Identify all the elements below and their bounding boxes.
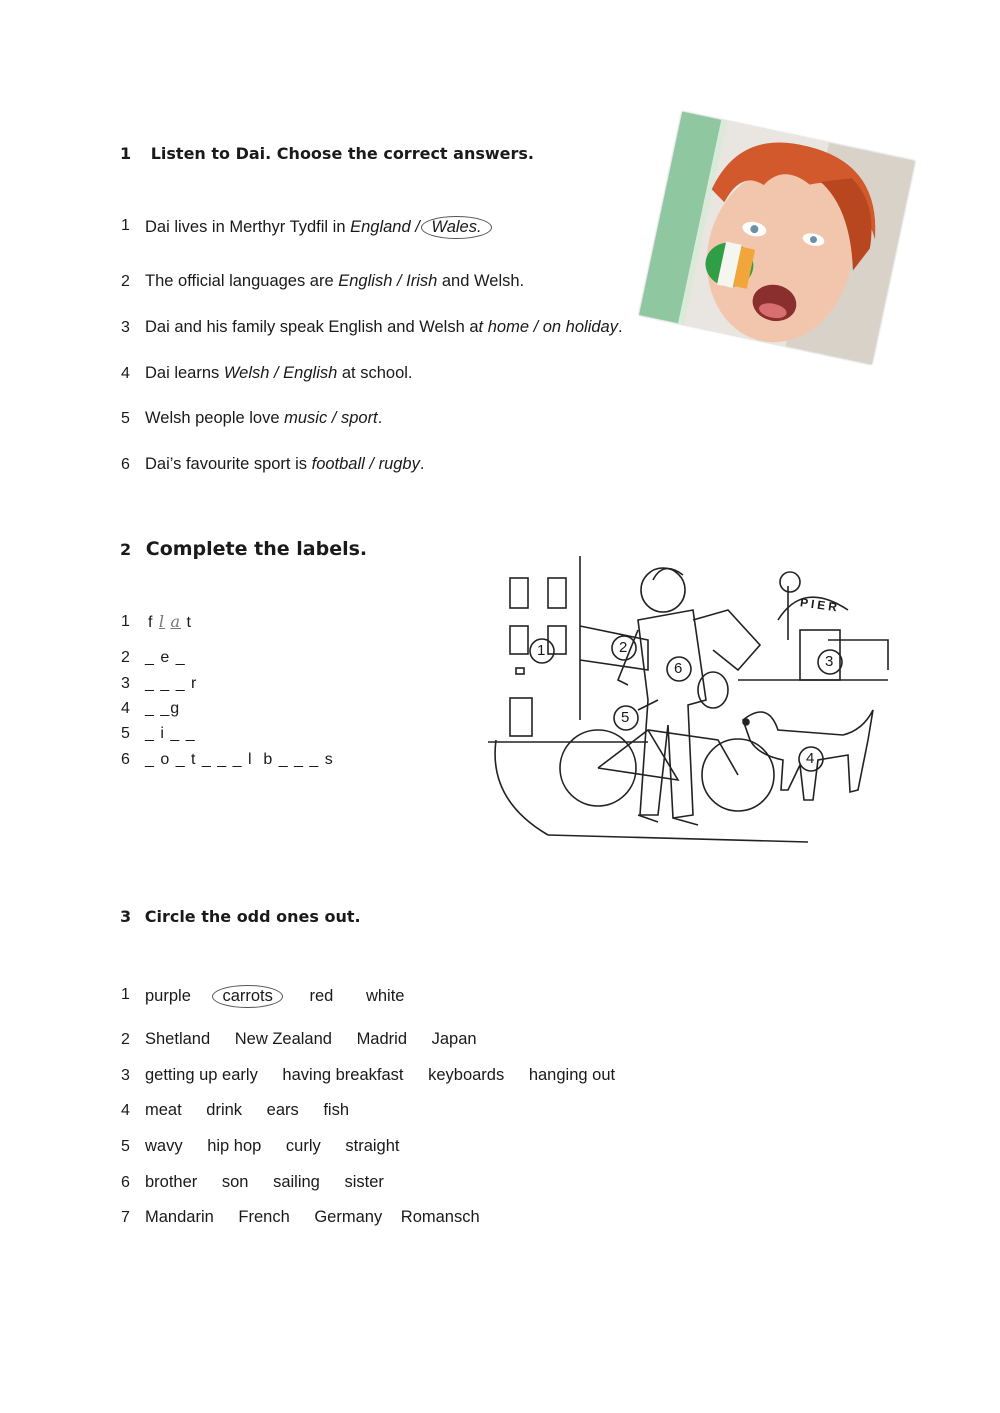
s3-row-5	[145, 1137, 419, 1156]
s1-item-text: Welsh people love	[145, 409, 285, 427]
s1-item-1	[145, 216, 492, 239]
s3-word: getting up early	[145, 1066, 258, 1084]
illus-label-4: 4	[806, 750, 815, 767]
illus-label-2: 2	[619, 639, 628, 656]
s1-item-text: and Welsh.	[437, 272, 525, 290]
s3-row-1	[145, 985, 424, 1008]
s1-item-2	[145, 272, 524, 291]
s3-row-4	[145, 1101, 369, 1120]
s3-word: ears	[266, 1101, 299, 1119]
circled-word: carrots	[212, 985, 282, 1008]
s3-row-2	[145, 1030, 497, 1049]
section3-title: Circle the odd ones out.	[144, 907, 361, 926]
section1-heading	[120, 144, 534, 163]
s1-option: football / rugby	[311, 455, 420, 473]
section1-number: 1	[120, 144, 132, 163]
s3-word: wavy	[145, 1137, 183, 1155]
section2-number: 2	[120, 540, 132, 559]
s1-item-text: Dai and his family speak English and Welsh a	[145, 318, 479, 336]
s3-word: Shetland	[145, 1030, 211, 1048]
s2-item-4: _ _g	[145, 700, 181, 717]
street-illustration	[488, 550, 890, 846]
s2-item-number: 3	[121, 675, 130, 692]
s3-row-number: 2	[121, 1031, 130, 1048]
s3-word: son	[221, 1173, 249, 1191]
s3-word: curly	[285, 1137, 321, 1155]
section1-title: Listen to Dai. Choose the correct answers.	[150, 144, 534, 163]
boy-photo	[639, 112, 915, 365]
s1-item-text: Dai lives in Merthyr Tydfil in	[145, 218, 351, 236]
s2-item-number: 5	[121, 725, 130, 742]
s3-word: having breakfast	[282, 1066, 404, 1084]
section2-heading	[120, 538, 367, 560]
s2-handwritten-letter: l	[158, 612, 166, 631]
s3-row-number: 7	[121, 1209, 130, 1226]
s3-word: Madrid	[356, 1030, 407, 1048]
s3-word: sailing	[273, 1173, 320, 1191]
s3-word: hanging out	[528, 1066, 616, 1084]
s3-word: keyboards	[428, 1066, 505, 1084]
s3-word: Romansch	[400, 1208, 480, 1226]
s3-word: meat	[145, 1101, 182, 1119]
section3-number: 3	[120, 907, 132, 926]
s3-word: purple	[145, 987, 191, 1005]
s1-item-text: at school.	[337, 364, 413, 382]
s3-row-number: 3	[121, 1067, 130, 1084]
section2-title: Complete the labels.	[145, 538, 368, 560]
s2-letter: t	[186, 614, 192, 631]
s1-item-text: .	[377, 409, 383, 427]
s3-word: fish	[323, 1101, 350, 1119]
circled-answer	[421, 216, 491, 239]
boy-bicycle-dog-drawing	[488, 550, 890, 846]
s2-item-number: 4	[121, 700, 130, 717]
s1-item-number: 2	[121, 273, 130, 290]
s2-item-2: _ e _	[145, 649, 186, 666]
s2-item-1	[148, 612, 192, 632]
s2-item-6: _ o _ t _ _ _ l b _ _ _ s	[145, 751, 334, 768]
s3-word: straight	[345, 1137, 400, 1155]
s3-word: brother	[145, 1173, 198, 1191]
s2-item-5: _ i _ _	[145, 725, 196, 742]
s3-word: sister	[344, 1173, 384, 1191]
illus-label-5: 5	[621, 709, 630, 726]
s3-row-3	[145, 1066, 635, 1085]
s1-option: Welsh / English	[223, 364, 338, 382]
s3-row-7	[145, 1208, 500, 1227]
s2-item-3: _ _ _ r	[145, 675, 198, 692]
s1-option: English / Irish	[338, 272, 438, 290]
s3-row-6	[145, 1173, 404, 1192]
s1-item-3	[145, 318, 623, 337]
s3-word: drink	[206, 1101, 243, 1119]
s1-item-6	[145, 455, 424, 474]
s1-item-4	[145, 364, 413, 383]
s2-item-number: 1	[121, 613, 130, 630]
s1-item-text: The official languages are	[145, 272, 339, 290]
s1-item-text: .	[419, 455, 425, 473]
s3-word: French	[238, 1208, 290, 1226]
s3-word: hip hop	[207, 1137, 262, 1155]
s3-word: Japan	[431, 1030, 477, 1048]
s1-item-number: 5	[121, 410, 130, 427]
s2-letter: f	[148, 614, 154, 631]
s3-word: Germany	[314, 1208, 383, 1226]
illus-label-6: 6	[674, 660, 683, 677]
s3-row-number: 4	[121, 1102, 130, 1119]
s3-word: Mandarin	[145, 1208, 214, 1226]
s3-word: red	[309, 987, 334, 1005]
s1-item-number: 3	[121, 319, 130, 336]
illus-label-1: 1	[537, 642, 546, 659]
s1-item-number: 6	[121, 456, 130, 473]
s1-item-text: Dai learns	[145, 364, 224, 382]
pier-sign: PIER	[799, 595, 841, 615]
s1-item-text: .	[617, 318, 623, 336]
s3-row-number: 6	[121, 1174, 130, 1191]
s1-item-5	[145, 409, 382, 428]
s3-word: New Zealand	[234, 1030, 332, 1048]
s1-option: t home / on holiday	[478, 318, 618, 336]
s1-option: music / sport	[284, 409, 378, 427]
s2-item-number: 2	[121, 649, 130, 666]
s3-row-number: 1	[121, 986, 130, 1003]
illus-label-3: 3	[825, 653, 834, 670]
s1-item-number: 1	[121, 217, 130, 234]
s2-handwritten-letter: a	[170, 612, 182, 631]
s3-row-number: 5	[121, 1138, 130, 1155]
s1-item-number: 4	[121, 365, 130, 382]
s1-item-text: Dai’s favourite sport is	[145, 455, 312, 473]
s3-word: white	[365, 987, 405, 1005]
illustration-labels	[530, 636, 842, 771]
s1-option: Wales.	[431, 218, 482, 236]
section3-heading	[120, 907, 361, 926]
boy-face-illustration	[639, 112, 915, 365]
s2-item-number: 6	[121, 751, 130, 768]
s1-option: England /	[350, 218, 420, 236]
